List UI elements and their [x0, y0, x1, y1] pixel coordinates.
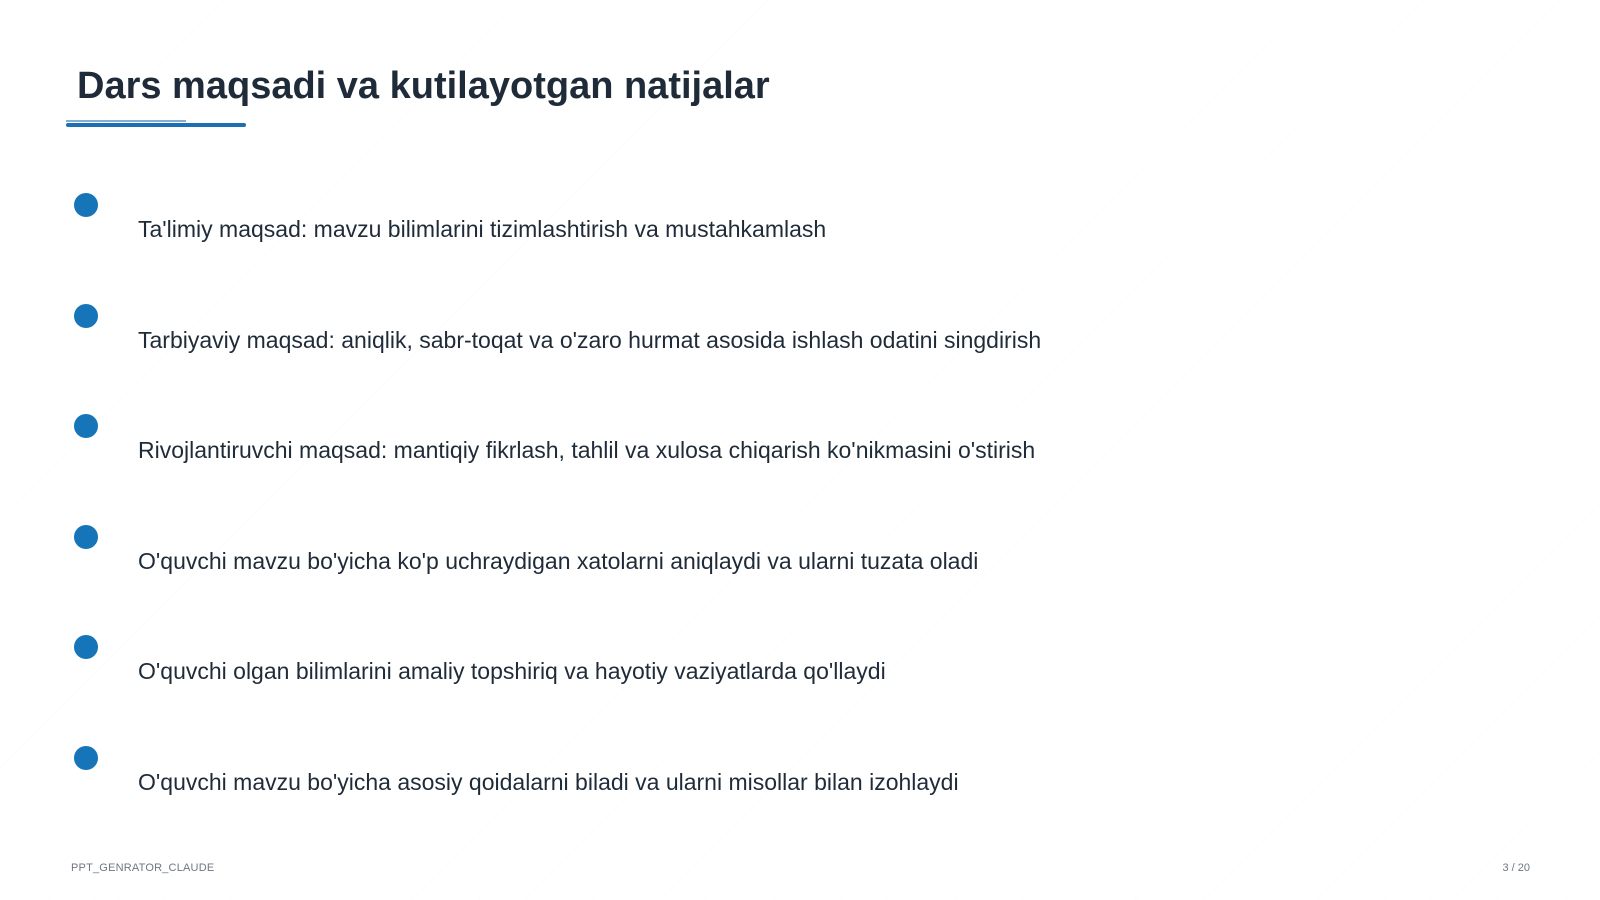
bullet-dot-icon [74, 304, 98, 328]
bullet-dot-icon [74, 525, 98, 549]
bullet-dot-icon [74, 414, 98, 438]
bullet-text: O'quvchi mavzu bo'yicha ko'p uchraydigan xatolarni aniqlaydi va ularni tuzata oladi [138, 548, 979, 574]
bullet-text: O'quvchi olgan bilimlarini amaliy topshiriq va hayotiy vaziyatlarda qo'llaydi [138, 658, 886, 684]
footer-generator-label: PPT_GENRATOR_CLAUDE [71, 862, 215, 874]
title-underline [66, 123, 246, 127]
list-item [74, 525, 1274, 585]
slide-title: Dars maqsadi va kutilayotgan natijalar [77, 65, 770, 107]
bullet-text: Tarbiyaviy maqsad: aniqlik, sabr-toqat va o'zaro hurmat asosida ishlash odatini singdirish [138, 327, 1042, 353]
bullet-text: Ta'limiy maqsad: mavzu bilimlarini tizimlashtirish va mustahkamlash [138, 216, 827, 242]
page-indicator: 3 / 20 [1502, 862, 1530, 874]
list-item [74, 414, 1274, 474]
bullet-dot-icon [74, 746, 98, 770]
bullet-dot-icon [74, 193, 98, 217]
list-item [74, 746, 1274, 806]
list-item [74, 304, 1274, 364]
list-item [74, 193, 1274, 253]
bullet-text: Rivojlantiruvchi maqsad: mantiqiy fikrlash, tahlil va xulosa chiqarish ko'nikmasini o'stirish [138, 437, 1036, 463]
list-item [74, 635, 1274, 695]
bullet-text: O'quvchi mavzu bo'yicha asosiy qoidalarni biladi va ularni misollar bilan izohlaydi [138, 769, 959, 795]
bullet-dot-icon [74, 635, 98, 659]
